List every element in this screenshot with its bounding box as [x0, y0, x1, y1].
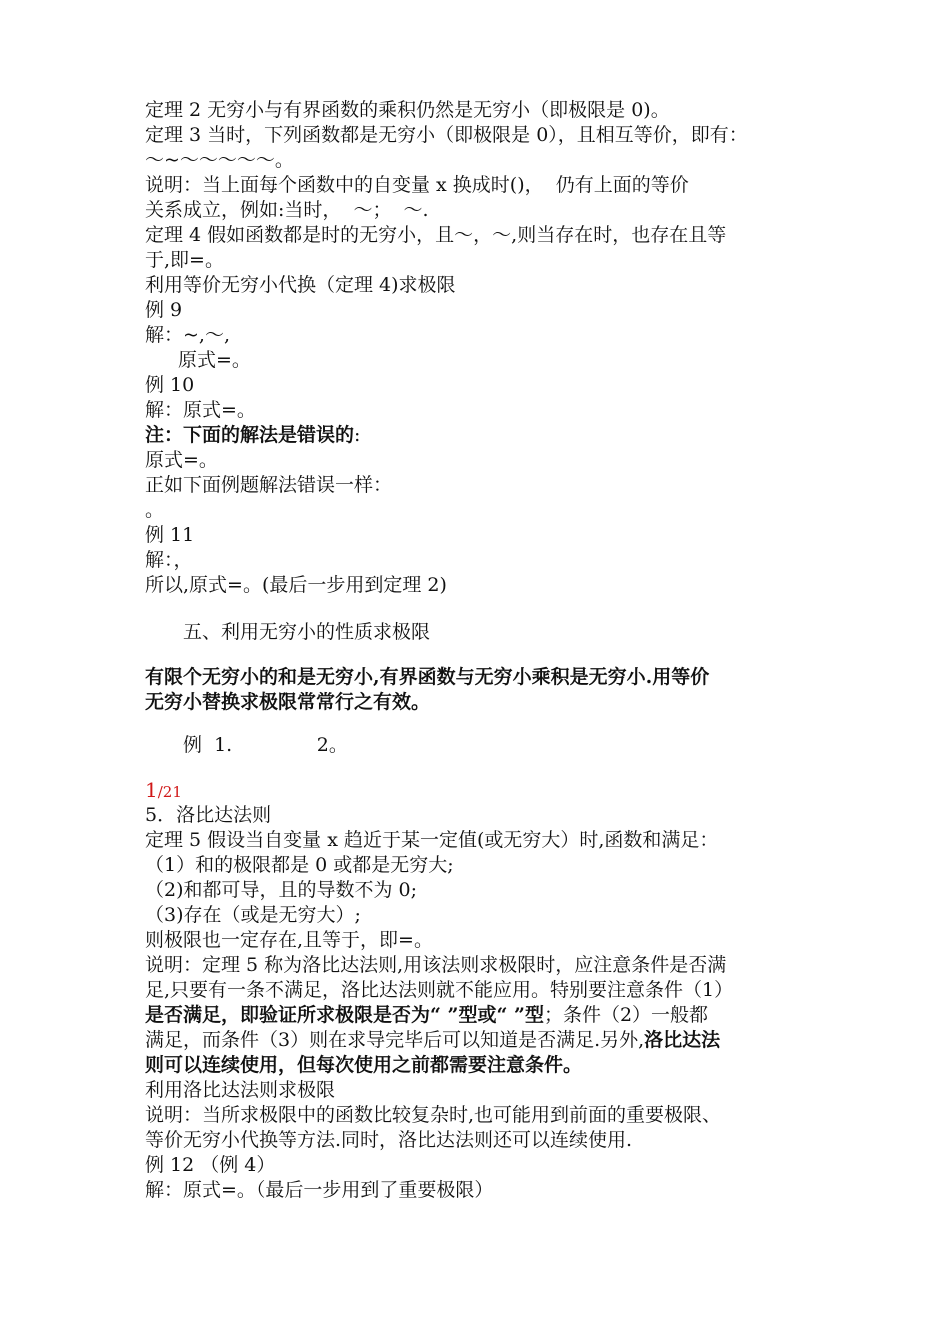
text-line: 解：原式=。（最后一步用到了重要极限） [145, 1179, 494, 1201]
text-line: 是否满足，即验证所求极限是否为“ ”型或“ ”型；条件（2）一般都 [145, 1004, 709, 1026]
text-line: 解：， [145, 549, 193, 571]
text-line: 等价无穷小代换等方法.同时，洛比达法则还可以连续使用. [145, 1129, 633, 1151]
section-heading: 利用洛比达法则求极限 [145, 1079, 336, 1101]
text-line: （2)和都可导，且的导数不为 0; [145, 879, 418, 901]
text-line: 原式=。 [178, 349, 251, 371]
text-line: 原式=。 [145, 449, 218, 471]
example-label: 例 11 [145, 524, 195, 546]
text-line: （3)存在（或是无穷大）; [145, 904, 361, 926]
section-heading: 5．洛比达法则 [145, 804, 272, 826]
text-line: 足,只要有一条不满足，洛比达法则就不能应用。特别要注意条件（1） [145, 979, 734, 1001]
text-line: 则极限也一定存在,且等于，即=。 [145, 929, 433, 951]
text-line: 定理 5 假设当自变量 x 趋近于某一定值(或无穷大）时,函数和满足： [145, 829, 719, 851]
note-line [145, 423, 360, 447]
section-heading: 利用等价无穷小代换（定理 4)求极限 [145, 274, 456, 296]
text-line: 定理 2 无穷小与有界函数的乘积仍然是无穷小（即极限是 0)。 [145, 99, 670, 121]
example-label: 例 12 （例 4） [145, 1154, 276, 1176]
example-label: 例 9 [145, 299, 183, 321]
text-line: 关系成立，例如:当时， ～； ～. [145, 199, 429, 221]
note-colon: : [354, 424, 361, 446]
text-line: 定理 4 假如函数都是时的无穷小，且～，～,则当存在时，也存在且等 [145, 224, 727, 246]
text-line: 正如下面例题解法错误一样： [145, 474, 393, 496]
text-line: 无穷小替换求极限常常行之有效。 [145, 691, 431, 713]
text-line: 定理 3 当时，下列函数都是无穷小（即极限是 0），且相互等价，即有： [145, 124, 748, 146]
text-line: 解：原式=。 [145, 399, 256, 421]
text-line: 所以,原式=。(最后一步用到定理 2) [145, 574, 447, 596]
text-line: ～~～～～～～。 [145, 149, 294, 171]
text-line: 说明：定理 5 称为洛比达法则,用该法则求极限时，应注意条件是否满 [145, 954, 727, 976]
note-label: 注：下面的解法是错误的 [145, 424, 355, 446]
section-heading: 五、利用无穷小的性质求极限 [183, 621, 431, 643]
example-label: 例 10 [145, 374, 195, 396]
example-line: 例 1. 2。 [183, 734, 348, 756]
text-line: 则可以连续使用，但每次使用之前都需要注意条件。 [145, 1054, 583, 1076]
text-line: 说明：当所求极限中的函数比较复杂时,也可能用到前面的重要极限、 [145, 1104, 722, 1126]
text-line: （1）和的极限都是 0 或都是无穷大; [145, 854, 454, 876]
text-line: 有限个无穷小的和是无穷小,有界函数与无穷小乘积是无穷小.用等价 [145, 666, 710, 688]
text-line: 解：~,～, [145, 324, 230, 346]
text-line: 满足，而条件（3）则在求导完毕后可以知道是否满足.另外,洛比达法 [145, 1029, 721, 1051]
page-number: 1/21 [145, 778, 182, 802]
text-line: 说明：当上面每个函数中的自变量 x 换成时()， 仍有上面的等价 [145, 174, 689, 196]
text-line: 。 [145, 499, 165, 521]
text-line: 于,即=。 [145, 249, 224, 271]
